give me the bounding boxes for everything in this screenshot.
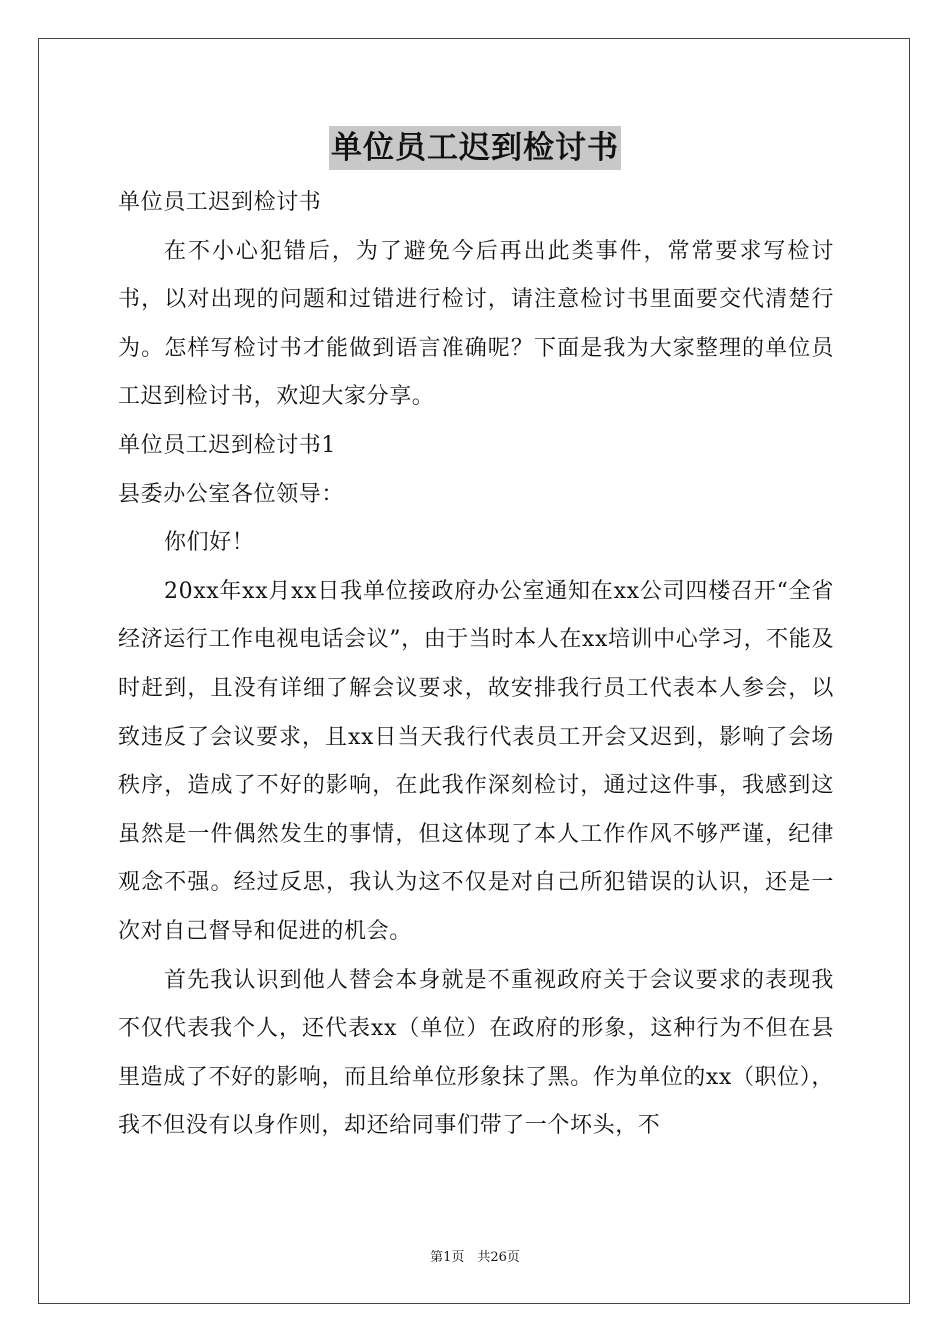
- body-paragraph: 首先我认识到他人替会本身就是不重视政府关于会议要求的表现我不仅代表我个人，还代表xx（单位）在政府的形象，这种行为不但在县里造成了不好的影响，而且给单位形象抹了黑。作为单位的xx（职位），我不但没有以身作则，却还给同事们带了一个坏头，不: [118, 967, 834, 1139]
- document-body: [118, 179, 834, 1151]
- title-container: [0, 126, 950, 170]
- greeting: 你们好！: [164, 530, 255, 556]
- subtitle-paragraph: 单位员工迟到检讨书: [118, 190, 322, 215]
- intro-paragraph: 在不小心犯错后，为了避免今后再出此类事件，常常要求写检讨书，以对出现的问题和过错进行检讨，请注意检讨书里面要交代清楚行为。怎样写检讨书才能做到语言准确呢？下面是我为大家整理的单位员工迟到检讨书，欢迎大家分享。: [118, 238, 834, 410]
- document-title: 单位员工迟到检讨书: [329, 126, 621, 170]
- salutation: 县委办公室各位领导：: [118, 481, 345, 507]
- section-heading: 单位员工迟到检讨书1: [118, 432, 336, 458]
- body-paragraph: 20xx年xx月xx日我单位接政府办公室通知在xx公司四楼召开“全省经济运行工作电视电话会议”，由于当时本人在xx培训中心学习，不能及时赶到，且没有详细了解会议要求，故安排我行员工代表本人参会，以致违反了会议要求，且xx日当天我行代表员工开会又迟到，影响了会场秩序，造成了不好的影响，在此我作深刻检讨，通过这件事，我感到这虽然是一件偶然发生的事情，但这体现了本人工作作风不够严谨，纪律观念不强。经过反思，我认为这不仅是对自己所犯错误的认识，还是一次对自己督导和促进的机会。: [118, 578, 834, 944]
- page-footer: 第1页 共26页: [430, 1250, 520, 1265]
